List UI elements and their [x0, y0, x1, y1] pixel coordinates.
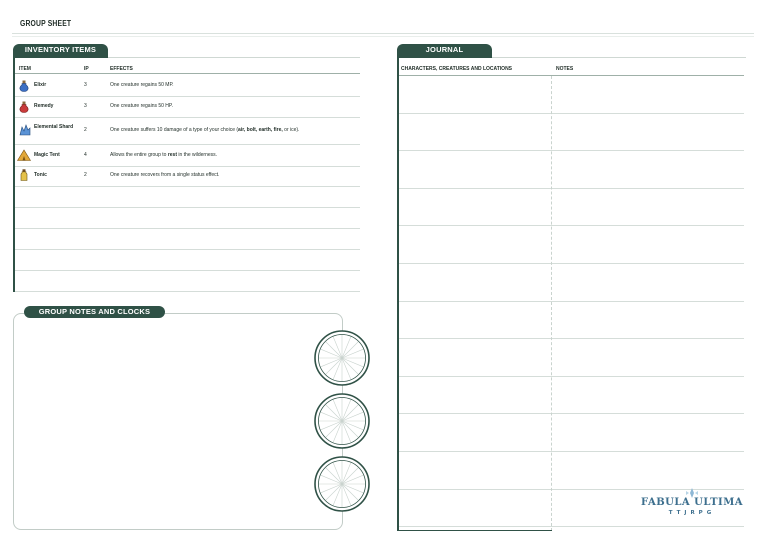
tent-icon [17, 149, 31, 161]
item-ip: 2 [84, 172, 87, 178]
item-name: Magic Tent [34, 152, 60, 158]
item-effect: One creature regains 50 MP. [110, 82, 174, 88]
inventory-empty-row[interactable] [15, 186, 360, 208]
inventory-col-ip: IP [84, 66, 89, 72]
journal-row[interactable] [399, 414, 744, 452]
item-effect: One creature suffers 10 damage of a type of your choice (air, bolt, earth, fire, or ice). [110, 127, 300, 133]
fabula-ultima-logo [636, 488, 748, 522]
inventory-col-effects: EFFECTS [110, 66, 133, 72]
inventory-tab: INVENTORY ITEMS [13, 44, 108, 56]
logo-subtitle: TTJRPG [668, 510, 716, 516]
item-effect: One creature regains 50 HP. [110, 103, 174, 109]
journal-row[interactable] [399, 76, 744, 114]
item-effect: Allows the entire group to rest in the wilderness. [110, 152, 218, 158]
item-name: Remedy [34, 103, 54, 109]
item-ip: 2 [84, 127, 87, 133]
crystal-shard-icon [19, 124, 31, 136]
inventory-empty-row[interactable] [15, 207, 360, 229]
journal-row[interactable] [399, 114, 744, 152]
progress-clock[interactable] [314, 393, 370, 449]
inventory-row [15, 117, 360, 145]
inventory-row [15, 166, 360, 187]
group-notes-area[interactable] [13, 313, 343, 530]
group-notes-tab: GROUP NOTES AND CLOCKS [24, 306, 165, 318]
item-ip: 4 [84, 152, 87, 158]
inventory-tab-line [13, 56, 108, 58]
title-rule-secondary [12, 36, 754, 37]
journal-row[interactable] [399, 339, 744, 377]
inventory-row [15, 144, 360, 167]
journal-row[interactable] [399, 189, 744, 227]
journal-col-notes: NOTES [556, 66, 574, 72]
inventory-col-item: ITEM [19, 66, 31, 72]
tonic-bottle-icon [19, 169, 29, 181]
sheet-title: GROUP SHEET [20, 19, 72, 28]
journal-row[interactable] [399, 377, 744, 415]
logo-title: FABULA ULTIMA [640, 497, 744, 508]
journal-bottom-rule [397, 530, 552, 531]
journal-col-characters: CHARACTERS, CREATURES AND LOCATIONS [401, 66, 513, 72]
red-potion-icon [19, 101, 29, 113]
journal-tab-line [397, 56, 492, 58]
progress-clock[interactable] [314, 456, 370, 512]
item-name: Elixir [34, 82, 47, 88]
journal-row[interactable] [399, 264, 744, 302]
journal-tab: JOURNAL [397, 44, 492, 56]
inventory-row [15, 96, 360, 118]
item-name: Elemental Shard [34, 124, 74, 130]
inventory-empty-row[interactable] [15, 270, 360, 292]
blue-potion-icon [19, 80, 29, 92]
inventory-empty-row[interactable] [15, 249, 360, 271]
title-rule [12, 33, 754, 34]
inventory-row [15, 74, 360, 97]
item-ip: 3 [84, 82, 87, 88]
progress-clock[interactable] [314, 330, 370, 386]
inventory-empty-row[interactable] [15, 228, 360, 250]
item-effect: One creature recovers from a single status effect. [110, 172, 220, 178]
journal-row[interactable] [399, 226, 744, 264]
journal-row[interactable] [399, 302, 744, 340]
journal-row[interactable] [399, 151, 744, 189]
item-ip: 3 [84, 103, 87, 109]
journal-row[interactable] [399, 452, 744, 490]
journal-header-rule [492, 57, 746, 58]
journal-column-divider [551, 76, 552, 531]
item-name: Tonic [34, 172, 47, 178]
inventory-header-rule [108, 57, 360, 58]
